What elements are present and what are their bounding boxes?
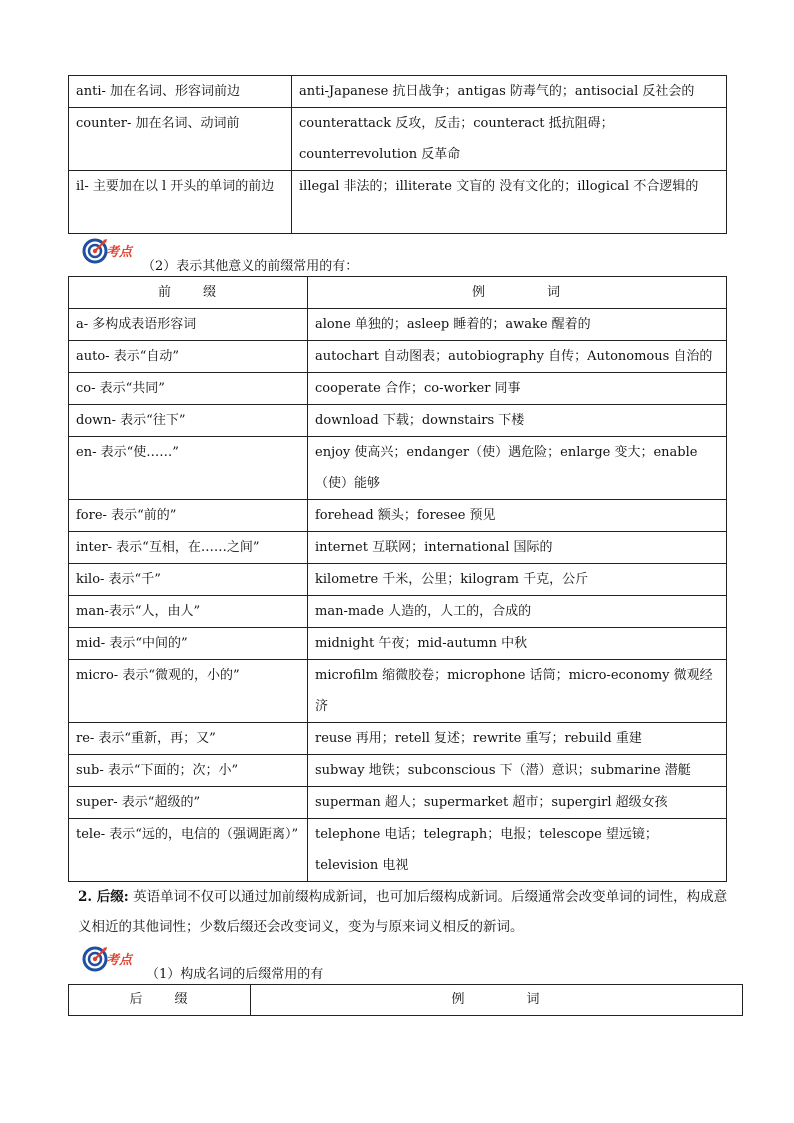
table-header-row	[69, 277, 727, 309]
examples-cell: man-made 人造的，人工的，合成的	[308, 596, 727, 628]
prefix-cell: co- 表示“共同”	[69, 373, 308, 405]
prefix-cell: mid- 表示“中间的”	[69, 628, 308, 660]
section-heading: （1）构成名词的后缀常用的有	[146, 967, 324, 982]
table-row	[69, 596, 727, 628]
examples-cell: forehead 额头；foresee 预见	[308, 500, 727, 532]
prefix-cell: tele- 表示“远的，电信的（强调距离）”	[69, 819, 308, 882]
table-row	[69, 341, 727, 373]
table-row	[69, 108, 727, 171]
noun-suffix-table	[68, 984, 743, 1016]
kaodian-badge	[82, 238, 132, 264]
table-row	[69, 532, 727, 564]
other-prefix-table	[68, 276, 727, 882]
antonym-prefix-table	[68, 75, 727, 234]
prefix-cell: anti- 加在名词、形容词前边	[69, 76, 292, 108]
examples-cell: kilometre 千米，公里；kilogram 千克，公斤	[308, 564, 727, 596]
header-prefix: 前 缀	[69, 277, 308, 309]
target-icon	[82, 946, 108, 972]
section-heading: （2）表示其他意义的前缀常用的有：	[142, 259, 359, 274]
prefix-cell: inter- 表示“互相，在……之间”	[69, 532, 308, 564]
badge-label: 考点	[106, 953, 133, 968]
prefix-cell: kilo- 表示“千”	[69, 564, 308, 596]
prefix-cell: sub- 表示“下面的；次；小”	[69, 755, 308, 787]
table-row	[69, 723, 727, 755]
table-row	[69, 437, 727, 500]
table-row	[69, 660, 727, 723]
header-examples: 例 词	[251, 985, 743, 1016]
examples-cell: enjoy 使高兴；endanger（使）遇危险；enlarge 变大；enable（使）能够	[308, 437, 727, 500]
header-examples: 例 词	[308, 277, 727, 309]
prefix-cell: fore- 表示“前的”	[69, 500, 308, 532]
examples-cell: alone 单独的；asleep 睡着的；awake 醒着的	[308, 309, 727, 341]
examples-cell: superman 超人；supermarket 超市；supergirl 超级女孩	[308, 787, 727, 819]
table-header-row	[69, 985, 743, 1016]
prefix-cell: a- 多构成表语形容词	[69, 309, 308, 341]
examples-cell: cooperate 合作；co-worker 同事	[308, 373, 727, 405]
table-row	[69, 787, 727, 819]
table-row	[69, 309, 727, 341]
examples-cell: illegal 非法的；illiterate 文盲的 没有文化的；illogical 不合逻辑的	[292, 171, 727, 234]
table-row	[69, 500, 727, 532]
examples-cell: subway 地铁；subconscious 下（潜）意识；submarine 潜艇	[308, 755, 727, 787]
examples-cell: autochart 自动图表；autobiography 自传；Autonomous 自治的	[308, 341, 727, 373]
prefix-cell: auto- 表示“自动”	[69, 341, 308, 373]
table-row	[69, 373, 727, 405]
suffix-intro	[78, 882, 728, 942]
examples-cell: counterattack 反攻，反击；counteract 抵抗阻碍；counterrevolution 反革命	[292, 108, 727, 171]
table-row	[69, 76, 727, 108]
table-row	[69, 171, 727, 234]
examples-cell: microfilm 缩微胶卷；microphone 话筒；micro-economy 微观经济	[308, 660, 727, 723]
prefix-cell: micro- 表示“微观的，小的”	[69, 660, 308, 723]
prefix-cell: man-表示“人，由人”	[69, 596, 308, 628]
examples-cell: telephone 电话；telegraph；电报；telescope 望远镜；television 电视	[308, 819, 727, 882]
examples-cell: download 下载；downstairs 下楼	[308, 405, 727, 437]
table-row	[69, 819, 727, 882]
suffix-text: 英语单词不仅可以通过加前缀构成新词，也可加后缀构成新词。后缀通常会改变单词的词性，构成意义相近的其他词性；少数后缀还会改变词义，变为与原来词义相反的新词。	[78, 889, 728, 935]
prefix-cell: down- 表示“往下”	[69, 405, 308, 437]
examples-cell: internet 互联网；international 国际的	[308, 532, 727, 564]
prefix-cell: en- 表示“使……”	[69, 437, 308, 500]
badge-label: 考点	[106, 245, 133, 260]
prefix-cell: counter- 加在名词、动词前	[69, 108, 292, 171]
suffix-label: 2. 后缀:	[78, 889, 129, 905]
prefix-cell: il- 主要加在以 l 开头的单词的前边	[69, 171, 292, 234]
prefix-cell: super- 表示“超级的”	[69, 787, 308, 819]
examples-cell: reuse 再用；retell 复述；rewrite 重写；rebuild 重建	[308, 723, 727, 755]
examples-cell: midnight 午夜；mid-autumn 中秋	[308, 628, 727, 660]
header-suffix: 后 缀	[69, 985, 251, 1016]
prefix-cell: re- 表示“重新，再；又”	[69, 723, 308, 755]
table-row	[69, 628, 727, 660]
table-row	[69, 564, 727, 596]
kaodian-badge	[82, 946, 132, 972]
target-icon	[82, 238, 108, 264]
examples-cell: anti-Japanese 抗日战争；antigas 防毒气的；antisocial 反社会的	[292, 76, 727, 108]
table-row	[69, 755, 727, 787]
table-row	[69, 405, 727, 437]
